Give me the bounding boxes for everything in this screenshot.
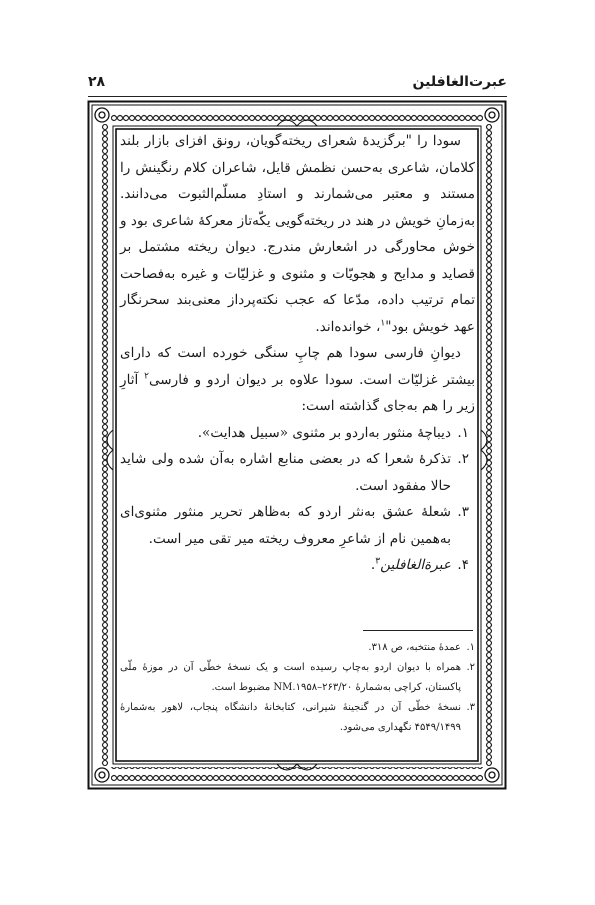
paragraph-2-text-b: آثارِ زیر را هم به‌جای گذاشته است:	[120, 371, 475, 414]
footnote-number: ۳.	[466, 702, 475, 713]
paragraph-2	[120, 340, 475, 420]
main-text	[120, 128, 475, 579]
works-list	[120, 420, 475, 579]
footnote	[120, 698, 475, 738]
footnote-text: نسخهٔ خطّی آن در گنجینهٔ شیرانی، کتابخانهٔ دانشگاه پنجاب، لاهور به‌شمارهٔ ۴۵۴۹/۱۴۹۹ نگهداری می‌شود.	[120, 702, 461, 733]
list-item-number: ۱.	[457, 424, 469, 441]
list-item-number: ۲.	[457, 451, 469, 467]
list-item-text: شعلهٔ عشق به‌نثر اردو که به‌ظاهر تحریر منثور مثنوی‌ای به‌همین نام از شاعرِ معروف ریخته میر تقی میر است.	[120, 504, 451, 547]
page-header	[88, 70, 507, 94]
footnote-text: عمدهٔ منتخبه، ص ۳۱۸.	[368, 642, 461, 653]
footnote-text: همراه با دیوان اردو به‌چاپ رسیده است و یک نسخهٔ خطّی آن در موزهٔ ملّی پاکستان، کراچی به‌شمارهٔ NM.۱۹۵۸–۲۶۳/۲۰ مضبوط است.	[120, 662, 461, 693]
list-item	[120, 499, 475, 552]
footnote-number: ۱.	[466, 642, 475, 653]
footnote-ref-2: ۲	[144, 370, 149, 381]
footnote-ref-3: ۳	[375, 556, 381, 567]
list-item-tail: .	[370, 557, 376, 573]
paragraph-1-text: سودا را "برگزیدهٔ شعرای ریخته‌گویان، رونق افزای بازار بلند کلامان، شاعری به‌حسن نظمش قایل، شاعران کلام رنگینش را مستند و معتبر می‌شمارند و استادِ مسلّم‌الثبوت می‌دانند. به‌زمانِ خویش در هند در ریخته‌گویی یکّه‌تاز معرکهٔ شاعری بود و خوش محاورگی در اشعارش مندرج. دیوان ریخته مشتمل بر قصاید و مدایح و هجویّات و مثنوی و غزلیّات و غیره به‌فصاحت تمام ترتیب داده، مدّعا که عجب نکته‌پرداز معنی‌بند سحرنگار عهد خویش بود"	[120, 133, 475, 335]
footnote-ref-1: ۱	[380, 317, 386, 328]
footnote-number: ۲.	[466, 662, 475, 673]
list-item	[120, 552, 475, 579]
footnote	[120, 638, 475, 658]
list-item-text: دیباچهٔ منثور به‌اردو بر مثنوی «سبیل هدایت».	[197, 424, 451, 441]
header-rule	[88, 96, 507, 97]
paragraph-2-text-a: دیوانِ فارسی سودا هم چاپِ سنگی خورده است که دارای بیشتر غزلیّات است. سودا علاوه بر دیوان اردو و فارسی	[120, 345, 476, 388]
list-item	[120, 446, 475, 499]
footnote-rule	[363, 630, 473, 631]
footnotes	[120, 638, 475, 738]
list-item-number: ۴.	[457, 557, 469, 573]
list-item	[120, 420, 475, 447]
list-item-text: عبرة‌الغافلین	[380, 557, 451, 573]
footnote	[120, 658, 475, 698]
list-item-text: تذکرهٔ شعرا که در بعضی منابع اشاره به‌آن شده ولی شاید حالا مفقود است.	[120, 451, 451, 494]
list-item-number: ۳.	[457, 504, 469, 520]
page-number: ۲۸	[88, 74, 106, 90]
paragraph-1-tail: ، خوانده‌اند.	[315, 318, 381, 335]
running-title: عبرت‌الغافلین	[412, 74, 507, 90]
paragraph-1	[120, 128, 475, 340]
